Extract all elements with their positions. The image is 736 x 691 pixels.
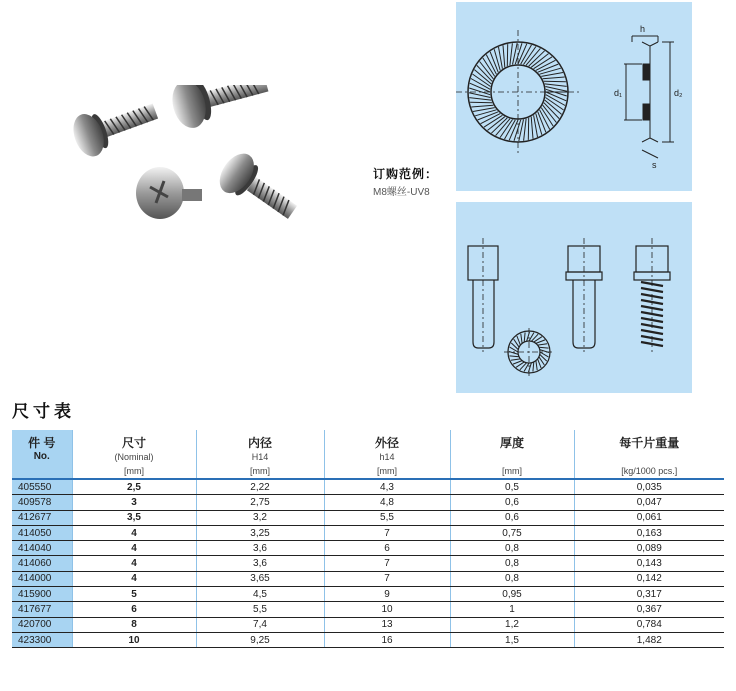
cell-weight: 0,143 (574, 556, 724, 571)
header-weight: 每千片重量 [kg/1000 pcs.] (574, 430, 724, 479)
cell-no: 414060 (12, 556, 72, 571)
cell-outer: 6 (324, 541, 450, 556)
assembly-drawing-panel (456, 202, 692, 393)
cell-thickness: 0,6 (450, 510, 574, 525)
cell-inner: 7,4 (196, 617, 324, 632)
cell-no: 415900 (12, 587, 72, 602)
dimensions-table (12, 430, 724, 648)
cell-outer: 13 (324, 617, 450, 632)
cell-size: 5 (72, 587, 196, 602)
product-photo (60, 85, 330, 235)
cell-inner: 3,6 (196, 541, 324, 556)
cell-size: 4 (72, 571, 196, 586)
washer-drawing (456, 2, 692, 191)
cell-no: 423300 (12, 632, 72, 647)
cell-weight: 0,367 (574, 602, 724, 617)
cell-size: 4 (72, 556, 196, 571)
cell-thickness: 0,8 (450, 541, 574, 556)
screw-1 (68, 90, 163, 160)
drawing-screw-with-washer (566, 238, 602, 352)
cell-outer: 10 (324, 602, 450, 617)
cell-inner: 9,25 (196, 632, 324, 647)
table-body (12, 479, 724, 648)
header-outer-diameter: 外径 h14 [mm] (324, 430, 450, 479)
cell-outer: 4,3 (324, 479, 450, 495)
cell-thickness: 0,8 (450, 556, 574, 571)
cell-inner: 2,75 (196, 495, 324, 510)
cell-size: 3 (72, 495, 196, 510)
table-row (12, 617, 724, 632)
cell-no: 414040 (12, 541, 72, 556)
cell-outer: 16 (324, 632, 450, 647)
order-example-title: 订购范例： (373, 167, 439, 181)
cell-size: 4 (72, 541, 196, 556)
cell-outer: 5,5 (324, 510, 450, 525)
header-thickness: 厚度 [mm] (450, 430, 574, 479)
cell-no: 414000 (12, 571, 72, 586)
label-h: h (640, 24, 646, 34)
table-row (12, 495, 724, 510)
header-size: 尺寸 (Nominal) [mm] (72, 430, 196, 479)
cell-inner: 3,65 (196, 571, 324, 586)
assembly-drawing (456, 202, 692, 393)
table-row (12, 479, 724, 495)
label-d1: d₁ (614, 88, 623, 98)
label-s: s (652, 160, 657, 170)
washer-front-view (456, 30, 580, 154)
cell-inner: 2,22 (196, 479, 324, 495)
cell-thickness: 1,2 (450, 617, 574, 632)
table-row (12, 541, 724, 556)
cell-weight: 0,047 (574, 495, 724, 510)
cell-thickness: 1 (450, 602, 574, 617)
screws-illustration (60, 85, 330, 235)
cell-weight: 0,784 (574, 617, 724, 632)
cell-outer: 7 (324, 556, 450, 571)
cell-weight: 0,035 (574, 479, 724, 495)
table-row (12, 525, 724, 540)
order-example-code: M8螺丝-UV8 (373, 187, 430, 198)
cell-weight: 0,317 (574, 587, 724, 602)
cell-no: 414050 (12, 525, 72, 540)
cell-size: 4 (72, 525, 196, 540)
cell-no: 420700 (12, 617, 72, 632)
cell-no: 405550 (12, 479, 72, 495)
screw-2 (167, 85, 272, 132)
cell-outer: 7 (324, 525, 450, 540)
cell-thickness: 0,75 (450, 525, 574, 540)
cell-weight: 0,061 (574, 510, 724, 525)
cell-outer: 9 (324, 587, 450, 602)
order-example (373, 165, 438, 198)
cell-outer: 4,8 (324, 495, 450, 510)
cell-thickness: 0,5 (450, 479, 574, 495)
cell-weight: 0,089 (574, 541, 724, 556)
header-no: 件 号 No. (12, 430, 72, 479)
table-header-row (12, 430, 724, 479)
cell-no: 409578 (12, 495, 72, 510)
cell-no: 417677 (12, 602, 72, 617)
cell-size: 3,5 (72, 510, 196, 525)
cell-weight: 0,163 (574, 525, 724, 540)
cell-inner: 3,25 (196, 525, 324, 540)
table-row (12, 587, 724, 602)
section-title: 尺寸表 (12, 402, 75, 421)
cell-thickness: 1,5 (450, 632, 574, 647)
cell-size: 8 (72, 617, 196, 632)
table-row (12, 571, 724, 586)
cell-no: 412677 (12, 510, 72, 525)
cell-weight: 1,482 (574, 632, 724, 647)
cell-size: 6 (72, 602, 196, 617)
cell-outer: 7 (324, 571, 450, 586)
cell-thickness: 0,8 (450, 571, 574, 586)
table-row (12, 556, 724, 571)
washer-side-view (624, 36, 674, 158)
table-row (12, 510, 724, 525)
cell-inner: 5,5 (196, 602, 324, 617)
table-row (12, 602, 724, 617)
label-d2: d₂ (674, 88, 683, 98)
cell-thickness: 0,95 (450, 587, 574, 602)
cell-inner: 3,2 (196, 510, 324, 525)
screw-3 (136, 167, 202, 219)
cell-inner: 3,6 (196, 556, 324, 571)
cell-size: 2,5 (72, 479, 196, 495)
header-inner-diameter: 内径 H14 [mm] (196, 430, 324, 479)
cell-size: 10 (72, 632, 196, 647)
drawing-screw-plain (468, 238, 498, 352)
cell-thickness: 0,6 (450, 495, 574, 510)
table-row (12, 632, 724, 647)
washer-drawing-panel (456, 2, 692, 191)
cell-weight: 0,142 (574, 571, 724, 586)
screw-4 (213, 147, 305, 230)
cell-inner: 4,5 (196, 587, 324, 602)
